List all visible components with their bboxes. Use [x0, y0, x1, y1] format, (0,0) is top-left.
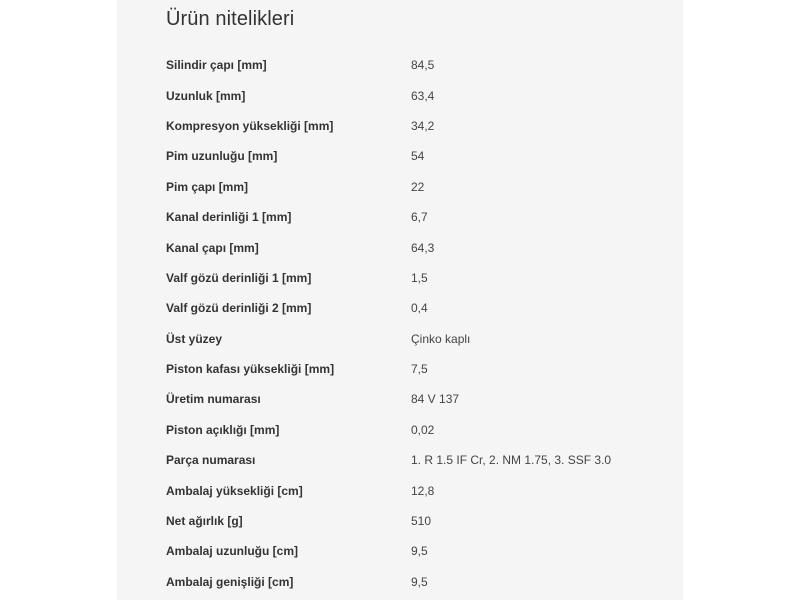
spec-value: 34,2: [411, 118, 435, 133]
spec-value: 63,4: [411, 88, 435, 103]
spec-row: [166, 415, 666, 445]
spec-label: Piston açıklığı [mm]: [166, 422, 280, 437]
spec-label: Kanal derinliği 1 [mm]: [166, 210, 292, 225]
spec-value: 9,5: [411, 574, 428, 589]
spec-value: 6,7: [411, 210, 428, 225]
spec-label: Valf gözü derinliği 1 [mm]: [166, 270, 312, 285]
spec-row: [166, 445, 666, 475]
spec-value: 12,8: [411, 483, 435, 498]
spec-value: 54: [411, 149, 425, 164]
product-attributes-panel: [117, 0, 683, 600]
spec-row: [166, 475, 666, 505]
spec-value: 1. R 1.5 IF Cr, 2. NM 1.75, 3. SSF 3.0: [411, 453, 612, 468]
spec-value: Çinko kaplı: [411, 331, 471, 346]
spec-value: 0,4: [411, 301, 428, 316]
spec-value: 510: [411, 514, 432, 529]
spec-value: 1,5: [411, 270, 428, 285]
spec-row: [166, 324, 666, 354]
spec-table: [166, 50, 666, 597]
spec-row: [166, 202, 666, 232]
spec-label: Üretim numarası: [166, 392, 261, 407]
spec-label: Ambalaj genişliği [cm]: [166, 574, 294, 589]
spec-value: 84,5: [411, 58, 435, 73]
spec-row: [166, 354, 666, 384]
spec-value: 64,3: [411, 240, 435, 255]
spec-value: 22: [411, 179, 425, 194]
spec-label: Piston kafası yüksekliği [mm]: [166, 362, 335, 377]
spec-value: 0,02: [411, 422, 435, 437]
spec-row: [166, 50, 666, 80]
section-title: Ürün nitelikleri: [166, 8, 295, 30]
spec-label: Parça numarası: [166, 453, 256, 468]
spec-label: Kompresyon yüksekliği [mm]: [166, 118, 334, 133]
spec-label: Ambalaj yüksekliği [cm]: [166, 483, 303, 498]
spec-row: [166, 111, 666, 141]
spec-label: Uzunluk [mm]: [166, 88, 246, 103]
spec-row: [166, 293, 666, 323]
spec-label: Silindir çapı [mm]: [166, 58, 267, 73]
spec-value: 9,5: [411, 544, 428, 559]
spec-row: [166, 172, 666, 202]
spec-row: [166, 384, 666, 414]
spec-row: [166, 80, 666, 110]
spec-label: Pim uzunluğu [mm]: [166, 149, 278, 164]
spec-value: 84 V 137: [411, 392, 460, 407]
spec-label: Kanal çapı [mm]: [166, 240, 259, 255]
spec-label: Pim çapı [mm]: [166, 179, 249, 194]
spec-row: [166, 232, 666, 262]
spec-row: [166, 263, 666, 293]
spec-row: [166, 536, 666, 566]
spec-row: [166, 567, 666, 597]
spec-label: Üst yüzey: [166, 331, 223, 346]
spec-label: Ambalaj uzunluğu [cm]: [166, 544, 298, 559]
spec-value: 7,5: [411, 362, 428, 377]
spec-row: [166, 141, 666, 171]
spec-label: Valf gözü derinliği 2 [mm]: [166, 301, 312, 316]
spec-label: Net ağırlık [g]: [166, 514, 243, 529]
spec-row: [166, 506, 666, 536]
